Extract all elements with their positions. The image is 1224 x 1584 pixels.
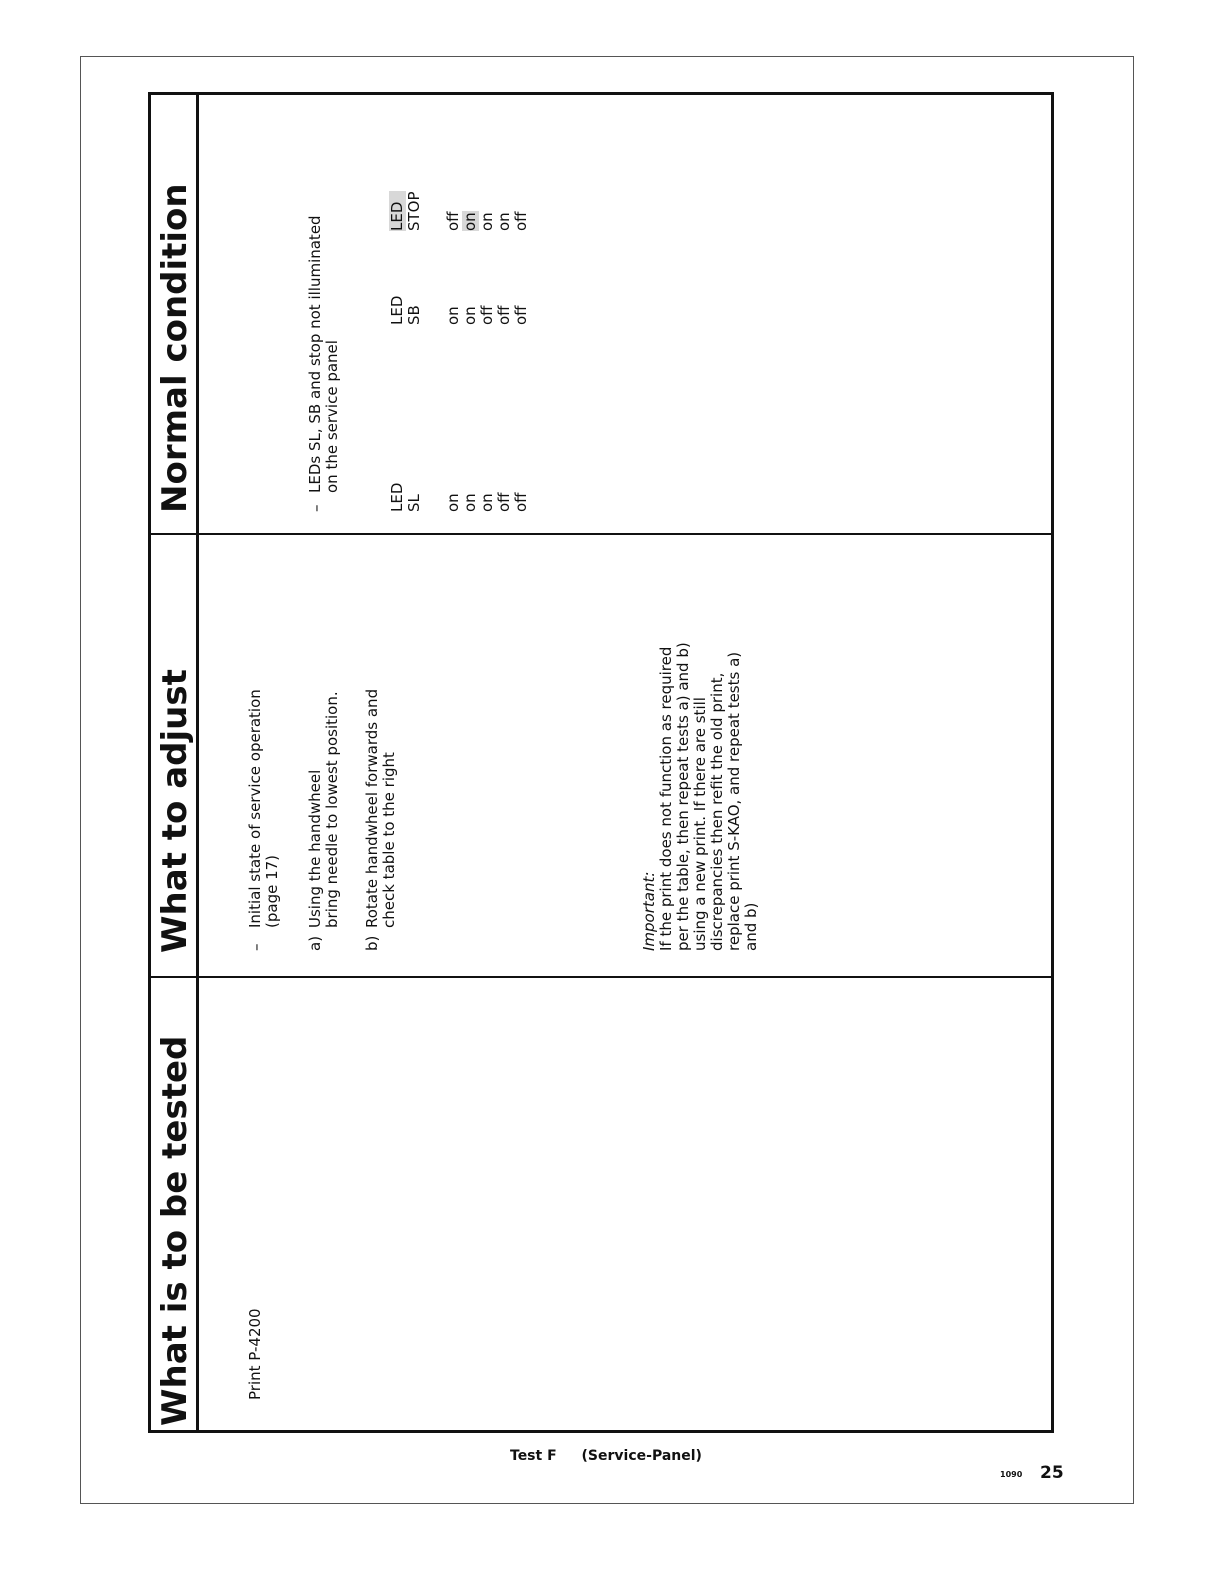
header-what-is-tested: What is to be tested xyxy=(155,1035,195,1426)
page-number: 25 xyxy=(1040,1463,1064,1483)
footer-test-label: Test F xyxy=(510,1448,557,1464)
led-value: off xyxy=(512,492,530,512)
footer-title xyxy=(510,1448,722,1464)
led-sl-header-top: LED xyxy=(388,482,406,512)
led-value: off xyxy=(512,305,530,325)
step-a-label: a) xyxy=(306,935,324,951)
led-value: on xyxy=(444,493,462,512)
important-line-3: using a new print. If there are still xyxy=(691,697,709,951)
led-value: off xyxy=(495,492,513,512)
tested-item: Print P-4200 xyxy=(246,1308,264,1400)
dash-marker: – xyxy=(307,504,325,512)
led-value: on xyxy=(461,306,479,325)
led-value: on xyxy=(478,493,496,512)
led-sl-header-bottom: SL xyxy=(405,494,423,512)
led-value: off xyxy=(444,211,462,231)
led-value: on xyxy=(461,493,479,512)
led-condition-line-1: LEDs SL, SB and stop not illuminated xyxy=(306,215,324,493)
led-sl-values xyxy=(445,492,530,512)
header-what-to-adjust: What to adjust xyxy=(155,669,195,953)
step-b-line-2: check table to the right xyxy=(380,752,398,928)
led-sb-header-bottom: SB xyxy=(405,305,423,325)
important-title: Important: xyxy=(640,871,658,951)
header-normal-condition: Normal condition xyxy=(155,183,195,513)
led-value: on xyxy=(461,212,479,231)
led-value: off xyxy=(512,211,530,231)
led-stop-header xyxy=(389,191,423,231)
led-condition-line-2: on the service panel xyxy=(323,340,341,493)
led-value: on xyxy=(478,212,496,231)
step-b-label: b) xyxy=(363,935,381,951)
column-divider-1 xyxy=(151,976,1051,978)
important-line-1: If the print does not function as required xyxy=(657,646,675,951)
important-line-2: per the table, then repeat tests a) and b) xyxy=(674,642,692,951)
footer-section-label: (Service-Panel) xyxy=(581,1448,702,1464)
led-value: off xyxy=(478,305,496,325)
initial-state-line-1: Initial state of service operation xyxy=(246,689,264,928)
important-line-6: and b) xyxy=(742,902,760,951)
service-test-table xyxy=(148,92,1054,1433)
step-b-line-1: Rotate handwheel forwards and xyxy=(363,688,381,928)
led-stop-header-bottom: STOP xyxy=(405,191,423,231)
initial-state-line-2: (page 17) xyxy=(263,854,281,928)
step-a-line-1: Using the handwheel xyxy=(306,769,324,928)
led-value: on xyxy=(495,212,513,231)
led-stop-values xyxy=(445,211,530,231)
important-line-4: discrepancies then refit the old print, xyxy=(708,672,726,951)
led-sb-header-top: LED xyxy=(388,295,406,325)
led-sl-header xyxy=(389,483,423,512)
led-sb-values xyxy=(445,305,530,325)
led-value: on xyxy=(444,306,462,325)
led-stop-header-top: LED xyxy=(389,191,406,231)
column-divider-2 xyxy=(151,533,1051,535)
important-line-5: replace print S-KAO, and repeat tests a) xyxy=(725,651,743,951)
rotated-table-area xyxy=(148,92,1054,1433)
led-value: off xyxy=(495,305,513,325)
step-a-line-2: bring needle to lowest position. xyxy=(323,691,341,928)
page-code: 1090 xyxy=(1000,1470,1023,1479)
dash-marker: – xyxy=(247,943,265,951)
led-sb-header xyxy=(389,296,423,325)
